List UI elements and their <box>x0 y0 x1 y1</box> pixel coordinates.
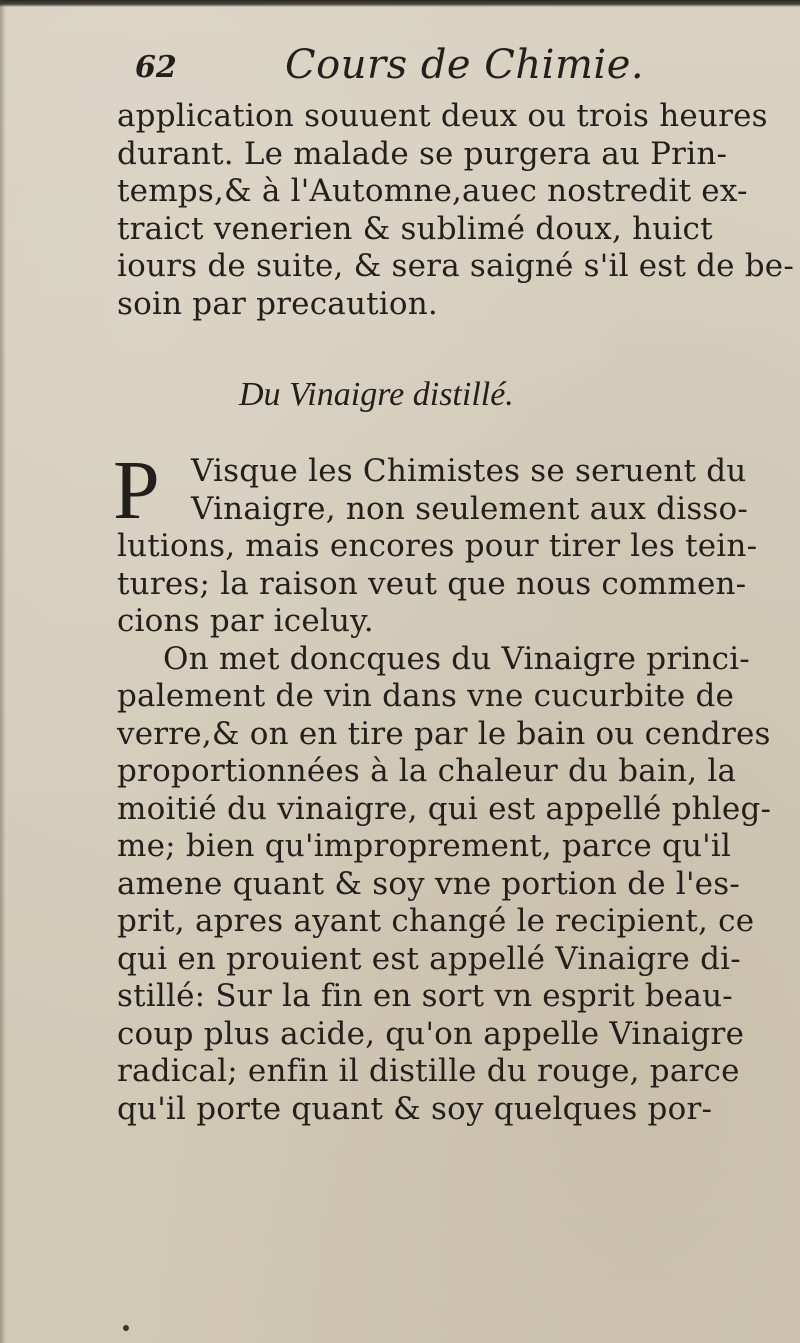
spacer <box>117 323 747 365</box>
text-line: amene quant & soy vne portion de l'es- <box>117 865 741 902</box>
text-block <box>113 40 795 1128</box>
text-line: soin par precaution. <box>117 285 438 322</box>
text-line: Vinaigre, non seulement aux disso- <box>191 490 749 527</box>
page-top-edge <box>0 0 800 7</box>
text-line: Visque les Chimistes se seruent du <box>191 453 747 489</box>
text-line: me; bien qu'improprement, parce qu'il <box>117 828 732 864</box>
text-line: qu'il porte quant & soy quelques por- <box>117 1090 713 1127</box>
text-line: lutions, mais encores pour tirer les tein- <box>117 528 758 564</box>
text-line: application souuent deux ou trois heures <box>117 98 768 134</box>
text-line: verre,& on en tire par le bain ou cendres <box>117 715 771 752</box>
paragraph-3 <box>117 640 772 1129</box>
spacer <box>117 425 747 453</box>
text-line: tures; la raison veut que nous commen- <box>117 565 747 602</box>
page-left-shadow <box>0 0 6 1343</box>
section-heading: Du Vinaigre distillé. <box>239 376 514 413</box>
ink-speck <box>123 1325 129 1331</box>
text-line: On met doncques du Vinaigre princi- <box>163 640 750 677</box>
text-line: coup plus acide, qu'on appelle Vinaigre <box>117 1015 745 1052</box>
text-line: moitié du vinaigre, qui est appellé phleg- <box>117 790 772 827</box>
text-line: proportionnées à la chaleur du bain, la <box>117 753 737 789</box>
page-header <box>117 40 747 98</box>
text-line: prit, apres ayant changé le recipient, ce <box>117 903 755 939</box>
drop-cap: P <box>113 444 160 537</box>
text-line: durant. Le malade se purgera au Prin- <box>117 135 728 172</box>
paragraph-2 <box>113 444 758 641</box>
text-line: iours de suite, & sera saigné s'il est de be- <box>117 248 795 284</box>
text-line: qui en prouient est appellé Vinaigre di- <box>117 940 741 977</box>
text-line: stillé: Sur la fin en sort vn esprit beau- <box>117 978 733 1014</box>
text-line: palement de vin dans vne cucurbite de <box>117 678 735 714</box>
text-line: temps,& à l'Automne,auec nostredit ex- <box>117 173 748 209</box>
text-line: cions par iceluy. <box>117 603 374 639</box>
text-line: traict venerien & sublimé doux, huict <box>117 210 713 247</box>
paragraph-1 <box>117 98 795 323</box>
page-number: 62 <box>135 50 177 85</box>
running-title: Cours de Chimie. <box>285 42 645 88</box>
text-line: radical; enfin il distille du rouge, parce <box>117 1053 740 1089</box>
